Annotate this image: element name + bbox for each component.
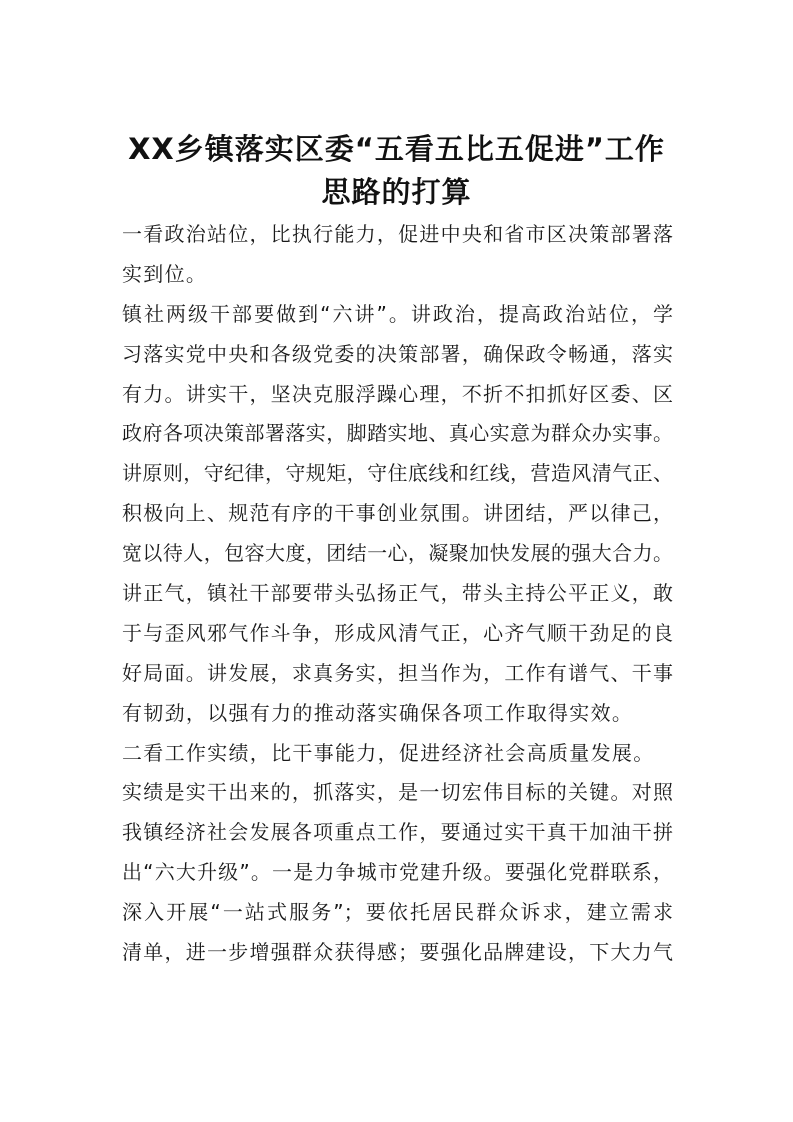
text-line: 宽以待人，包容大度，团结一心，凝聚加快发展的强大合力。	[122, 541, 673, 566]
document-title-line-2: 思路的打算	[321, 175, 472, 209]
document-body	[122, 215, 673, 973]
document-title-line-1: XX乡镇落实区委“五看五比五促进”工作	[128, 132, 665, 166]
text-line: 实绩是实干出来的，抓落实，是一切宏伟目标的关键。对照	[122, 780, 673, 805]
text-line: 有韧劲，以强有力的推动落实确保各项工作取得实效。	[122, 700, 634, 725]
text-line: 习落实党中央和各级党委的决策部署，确保政令畅通，落实	[122, 341, 673, 366]
text-line: 二看工作实绩，比干事能力，促进经济社会高质量发展。	[122, 740, 655, 765]
text-line: 政府各项决策部署落实，脚踏实地、真心实意为群众办实事。	[122, 421, 673, 446]
text-line: 有力。讲实干，坚决克服浮躁心理，不折不扣抓好区委、区	[122, 381, 673, 406]
text-line: 讲正气，镇社干部要带头弘扬正气，带头主持公平正义，敢	[122, 581, 673, 606]
text-line: 于与歪风邪气作斗争，形成风清气正，心齐气顺干劲足的良	[122, 620, 673, 645]
text-line: 镇社两级干部要做到“六讲”。讲政治，提高政治站位，学	[122, 301, 673, 326]
text-line: 积极向上、规范有序的干事创业氛围。讲团结，严以律己，	[122, 501, 673, 526]
paragraph	[122, 734, 673, 774]
paragraph	[122, 295, 673, 734]
text-line: 清单，进一步增强群众获得感；要强化品牌建设，下大力气	[122, 940, 673, 965]
text-line: 一看政治站位，比执行能力，促进中央和省市区决策部署落	[122, 222, 673, 246]
text-line: 好局面。讲发展，求真务实，担当作为，工作有谱气、干事	[122, 660, 673, 685]
text-line: 实到位。	[122, 261, 208, 286]
text-line: 讲原则，守纪律，守规矩，守住底线和红线，营造风清气正、	[122, 461, 673, 486]
paragraph	[122, 215, 673, 295]
paragraph	[122, 773, 673, 972]
text-line: 我镇经济社会发展各项重点工作，要通过实干真干加油干拼	[122, 820, 673, 845]
text-line: 深入开展“一站式服务”；要依托居民群众诉求，建立需求	[122, 900, 673, 925]
text-line: 出“六大升级”。一是力争城市党建升级。要强化党群联系，	[122, 860, 673, 885]
